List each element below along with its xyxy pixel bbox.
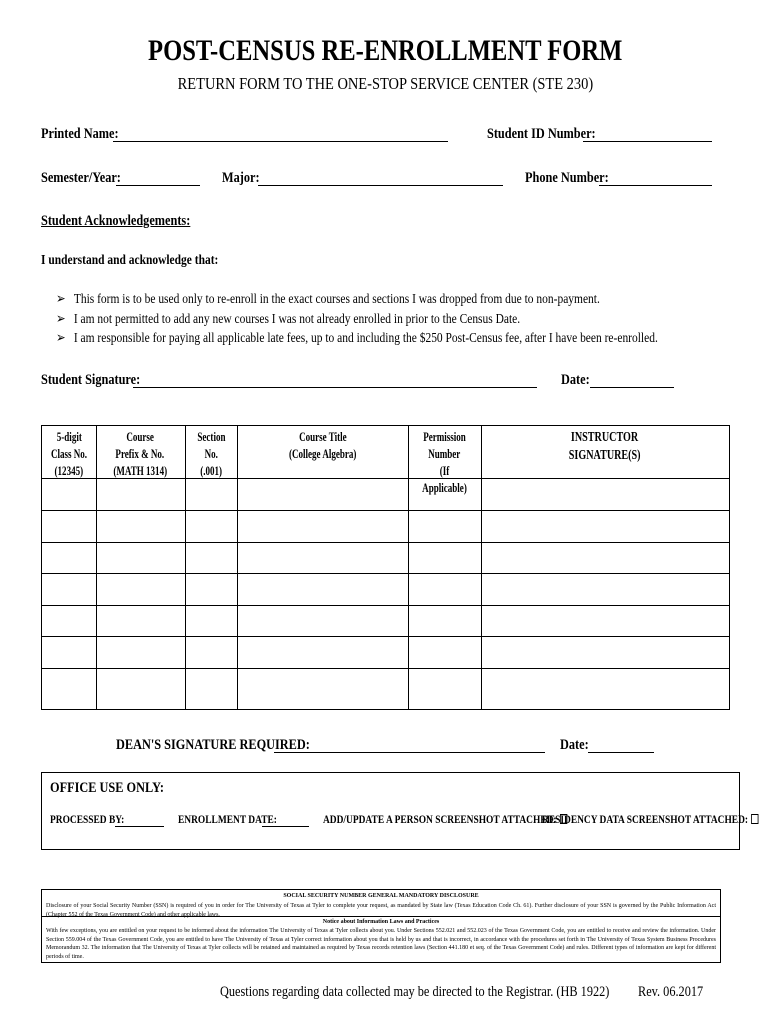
- phone-field[interactable]: [599, 185, 712, 186]
- header-course-title: Course Title (College Algebra): [288, 430, 357, 461]
- table-row[interactable]: [42, 478, 729, 510]
- notice-title: Notice about Information Laws and Practices: [322, 919, 440, 925]
- major-field[interactable]: [258, 185, 503, 186]
- enrollment-date-label: ENROLLMENT DATE:: [178, 814, 277, 826]
- dean-date-label: Date:: [560, 737, 589, 753]
- printed-name-field[interactable]: [113, 141, 448, 142]
- footer-questions: Questions regarding data collected may be directed to the Registrar. (HB 1922): [220, 984, 610, 1000]
- list-item: ➢ I am not permitted to add any new courses I was not already enrolled in prior to the Census Date.: [56, 310, 658, 330]
- enrollment-date-field[interactable]: [262, 826, 309, 827]
- dean-signature-label: DEAN'S SIGNATURE REQUIRED:: [116, 737, 310, 753]
- table-row[interactable]: [42, 542, 729, 573]
- signature-date-label: Date:: [561, 372, 590, 388]
- acknowledgement-list: [56, 290, 658, 349]
- course-table: [41, 425, 730, 710]
- list-item: ➢ I am responsible for paying all applicable late fees, up to and including the $250 Post-Census fee, after I have been re-enrolled.: [56, 329, 658, 349]
- table-row[interactable]: [42, 510, 729, 542]
- table-row[interactable]: [42, 636, 729, 668]
- major-label: Major:: [222, 170, 260, 186]
- arrow-bullet-icon: ➢: [56, 311, 66, 327]
- page-subtitle: RETURN FORM TO THE ONE-STOP SERVICE CENTER (STE 230): [177, 74, 593, 93]
- signature-date-field[interactable]: [590, 387, 674, 388]
- disclosure-box: [41, 889, 721, 963]
- header-section-no: Section No. (.001): [196, 430, 226, 478]
- processed-by-field[interactable]: [115, 826, 164, 827]
- student-signature-label: Student Signature:: [41, 372, 141, 388]
- header-course-prefix: Course Prefix & No. (MATH 1314): [113, 430, 168, 478]
- student-signature-field[interactable]: [133, 387, 537, 388]
- printed-name-label: Printed Name:: [41, 126, 119, 142]
- student-id-label: Student ID Number:: [487, 126, 596, 142]
- arrow-bullet-icon: ➢: [56, 331, 66, 346]
- student-id-field[interactable]: [583, 141, 712, 142]
- header-permission-number: Permission Number (If Applicable): [422, 430, 467, 495]
- ssn-disclosure-title: SOCIAL SECURITY NUMBER GENERAL MANDATORY DISCLOSURE: [283, 893, 479, 899]
- add-update-label: ADD/UPDATE A PERSON SCREENSHOT ATTACHED:: [323, 814, 567, 826]
- semester-year-label: Semester/Year:: [41, 170, 121, 186]
- acknowledgements-intro: I understand and acknowledge that:: [41, 253, 219, 268]
- phone-label: Phone Number:: [525, 170, 609, 186]
- table-row[interactable]: [42, 668, 729, 709]
- residency-checkbox[interactable]: [751, 814, 758, 824]
- processed-by-label: PROCESSED BY:: [50, 814, 125, 826]
- table-row[interactable]: [42, 605, 729, 636]
- footer-revision: Rev. 06.2017: [638, 984, 704, 1000]
- notice-text: With few exceptions, you are entitled on your request to be informed about the information The University of Texas at Tyler collects about you. Under Sections 552.021 and 552.023 of the Texas Government Code, you are entitled to receive and review the information. Under Section 559.004 of the Texas Government Code, you are entitled to have The University of Texas at Tyler correct information about you that is held by us and that is incorrect, in accordance with the procedures set forth in The University of Texas System Business Procedures Memorandum 32. The information that The University of Texas at Tyler collects will be retained and maintained as required by Texas records retention laws (Section 441.180 et seq. of the Texas Government Code) and rules. Different types of information are kept for different periods of time.: [46, 928, 716, 960]
- table-row[interactable]: [42, 573, 729, 605]
- ssn-disclosure-text: Disclosure of your Social Security Number (SSN) is required of you in order for The University of Texas at Tyler to complete your request, as mandated by State law (Texas Education Code Ch. 61). Further disclosure of your SSN is governed by the Public Information Act (Chapter 552 of the Texas Government Code) and other applicable laws.: [46, 903, 716, 918]
- semester-year-field[interactable]: [116, 185, 200, 186]
- office-use-box: [41, 772, 749, 850]
- residency-label: RESIDENCY DATA SCREENSHOT ATTACHED:: [542, 814, 759, 826]
- list-item: ➢ This form is to be used only to re-enroll in the exact courses and sections I was dropped from due to non-payment.: [56, 290, 658, 310]
- arrow-bullet-icon: ➢: [56, 292, 66, 307]
- header-class-no: 5-digit Class No. (12345): [50, 430, 88, 478]
- dean-signature-field[interactable]: [274, 752, 545, 753]
- page-title: POST-CENSUS RE-ENROLLMENT FORM: [147, 34, 623, 67]
- header-instructor-signature: INSTRUCTOR SIGNATURE(S): [569, 430, 641, 463]
- office-use-heading: OFFICE USE ONLY:: [50, 780, 164, 796]
- acknowledgements-heading: Student Acknowledgements:: [41, 213, 191, 229]
- dean-date-field[interactable]: [588, 752, 654, 753]
